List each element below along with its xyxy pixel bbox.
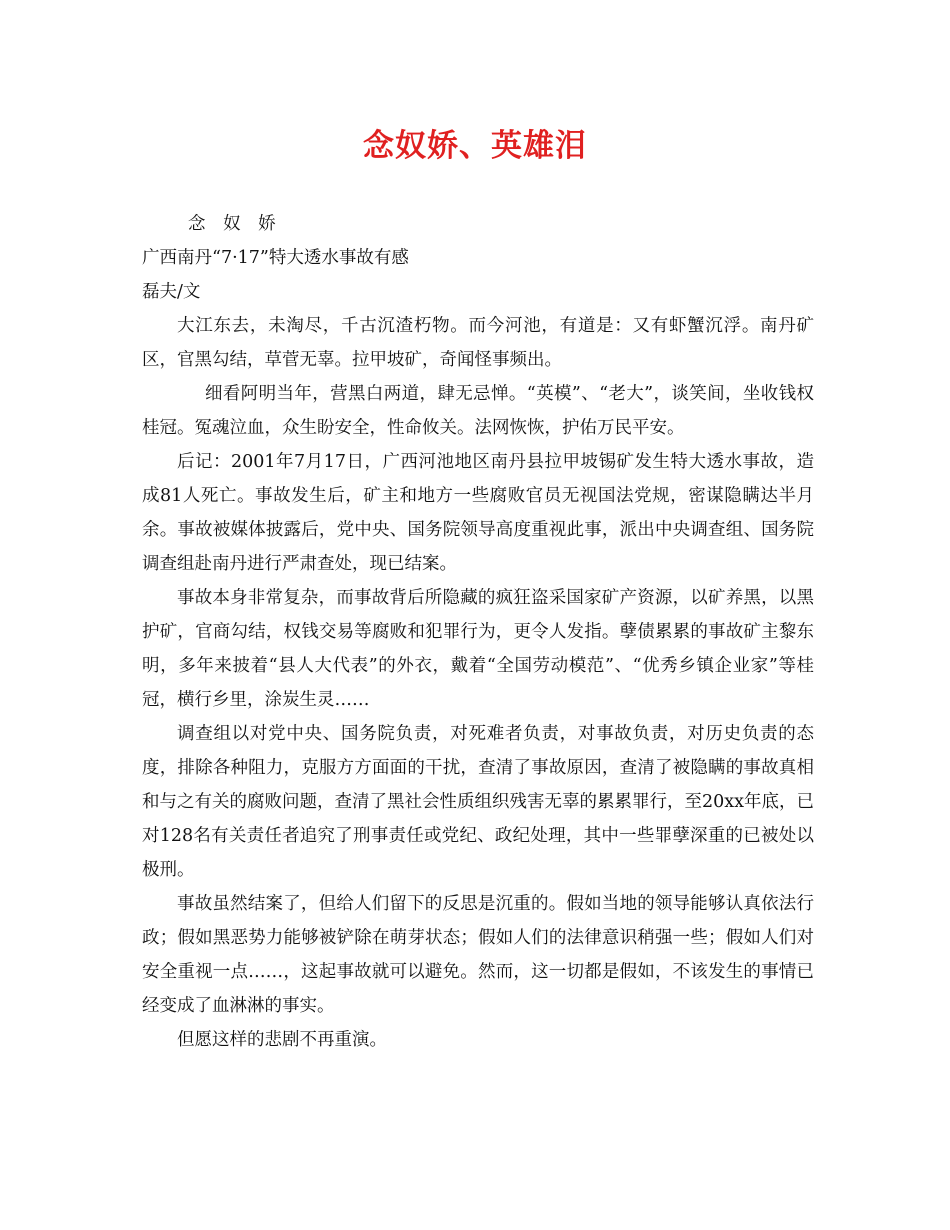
- paragraph: 大江东去，未淘尽，千古沉渣朽物。而今河池，有道是：又有虾蟹沉浮。南丹矿区，官黑勾结，草菅无辜。拉甲坡矿，奇闻怪事频出。: [142, 316, 814, 370]
- paragraph: 细看阿明当年，营黑白两道，肆无忌惮。“英模”、“老大”，谈笑间，坐收钱权桂冠。冤魂泣血，众生盼安全，性命攸关。法网恢恢，护佑万民平安。: [142, 384, 814, 438]
- paragraph: 但愿这样的悲剧不再重演。: [177, 1030, 387, 1050]
- paragraph: 事故虽然结案了，但给人们留下的反思是沉重的。假如当地的领导能够认真依法行政；假如黑恶势力能够被铲除在萌芽状态；假如人们的法律意识稍强一些；假如人们对安全重视一点……，这起事故就可以避免。然而，这一切都是假如，不该发生的事情已经变成了血淋淋的事实。: [142, 894, 814, 1016]
- paragraph: 调查组以对党中央、国务院负责，对死难者负责，对事故负责，对历史负责的态度，排除各种阻力，克服方方面面的干扰，查清了事故原因，查清了被隐瞒的事故真相和与之有关的腐败问题，查清了黑社会性质组织残害无辜的累累罪行，至20xx年底，已对128名有关责任者追究了刑事责任或党纪、政纪处理，其中一些罪孽深重的已被处以极刑。: [142, 724, 815, 880]
- document-title: 念奴娇、英雄泪: [363, 128, 587, 164]
- paragraph: 事故本身非常复杂，而事故背后所隐藏的疯狂盗采国家矿产资源，以矿养黑，以黑护矿，官商勾结，权钱交易等腐败和犯罪行为，更令人发指。孽债累累的事故矿主黎东明，多年来披着“县人大代表”的外衣，戴着“全国劳动模范”、“优秀乡镇企业家”等桂冠，横行乡里，涂炭生灵……: [142, 588, 814, 710]
- poem-title: 念 奴 娇: [188, 214, 282, 234]
- paragraph: 后记：2001年7月17日，广西河池地区南丹县拉甲坡锡矿发生特大透水事故，造成81人死亡。事故发生后，矿主和地方一些腐败官员无视国法党规，密谋隐瞒达半月余。事故被媒体披露后，党中央、国务院领导高度重视此事，派出中央调查组、国务院调查组赴南丹进行严肃查处，现已结案。: [142, 452, 814, 574]
- author-line: 磊夫/文: [142, 282, 201, 302]
- document-body: [142, 207, 814, 1057]
- poem-subtitle: 广西南丹“7·17”特大透水事故有感: [142, 248, 409, 268]
